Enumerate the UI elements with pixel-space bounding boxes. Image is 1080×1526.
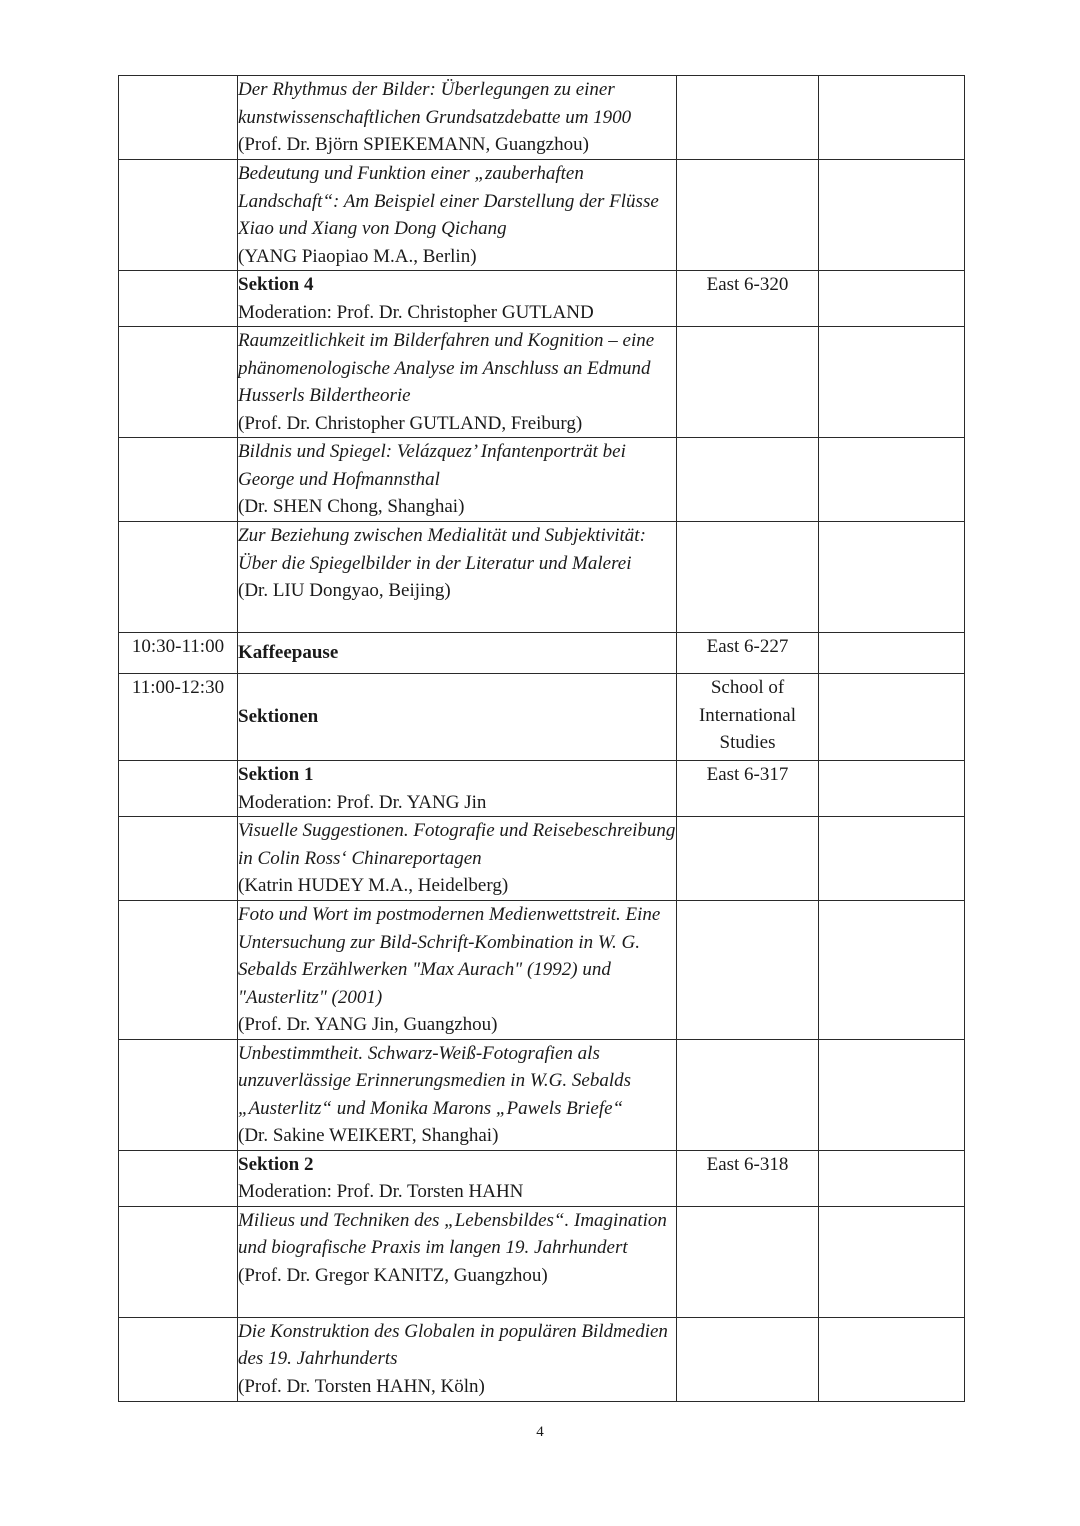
program-table xyxy=(118,75,965,1402)
talk-speaker: (Prof. Dr. YANG Jin, Guangzhou) xyxy=(238,1014,498,1035)
empty-cell xyxy=(819,160,965,271)
event-cell xyxy=(238,674,677,761)
time-cell xyxy=(119,1150,238,1206)
event-title: Kaffeepause xyxy=(238,642,339,664)
talk-cell xyxy=(238,76,677,160)
talk-cell xyxy=(238,817,677,901)
time-cell xyxy=(119,1039,238,1150)
room-cell: East 6-317 xyxy=(677,761,819,817)
talk-row xyxy=(119,76,965,160)
talk-row xyxy=(119,327,965,438)
section-row xyxy=(119,761,965,817)
empty-cell xyxy=(819,438,965,522)
section-row xyxy=(119,271,965,327)
empty-cell xyxy=(819,1039,965,1150)
empty-cell xyxy=(819,271,965,327)
empty-cell xyxy=(819,901,965,1040)
talk-cell xyxy=(238,327,677,438)
room-line: School of xyxy=(710,677,785,698)
talk-row xyxy=(119,1317,965,1401)
talk-row xyxy=(119,522,965,633)
room-cell xyxy=(677,901,819,1040)
talk-speaker: (Katrin HUDEY M.A., Heidelberg) xyxy=(238,875,509,896)
empty-cell xyxy=(819,327,965,438)
empty-cell xyxy=(819,817,965,901)
time-cell xyxy=(119,327,238,438)
section-cell xyxy=(238,761,677,817)
empty-cell xyxy=(819,1317,965,1401)
room-cell xyxy=(677,522,819,633)
break-row xyxy=(119,633,965,674)
section-cell xyxy=(238,1150,677,1206)
talk-speaker: (Dr. SHEN Chong, Shanghai) xyxy=(238,496,465,517)
section-moderation: Moderation: Prof. Dr. YANG Jin xyxy=(238,791,487,813)
talk-title: Foto und Wort im postmodernen Medienwettstreit. Eine Untersuchung zur Bild-Schrift-Kombination in W. G. Sebalds Erzählwerken "Max Aurach" (1992) und "Austerlitz" (2001) xyxy=(238,904,661,1008)
event-title: Sektionen xyxy=(238,706,319,728)
talk-cell xyxy=(238,1039,677,1150)
talk-row xyxy=(119,901,965,1040)
section-row xyxy=(119,1150,965,1206)
talk-cell xyxy=(238,901,677,1040)
time-cell xyxy=(119,1317,238,1401)
room-line: Studies xyxy=(719,732,776,753)
room-cell xyxy=(677,1317,819,1401)
talk-cell xyxy=(238,1206,677,1317)
empty-cell xyxy=(819,633,965,674)
time-cell: 10:30-11:00 xyxy=(119,633,238,674)
section-title: Sektion 4 xyxy=(238,274,314,295)
talk-speaker: (Dr. Sakine WEIKERT, Shanghai) xyxy=(238,1125,499,1146)
time-cell xyxy=(119,160,238,271)
talk-row xyxy=(119,817,965,901)
talk-cell xyxy=(238,1317,677,1401)
time-cell xyxy=(119,438,238,522)
talk-cell xyxy=(238,160,677,271)
talk-speaker: (Prof. Dr. Torsten HAHN, Köln) xyxy=(238,1375,485,1397)
room-cell xyxy=(677,817,819,901)
talk-title: Unbestimmtheit. Schwarz-Weiß-Fotografien als unzuverlässige Erinnerungsmedien in W.G. Sebalds „Austerlitz“ und Monika Marons „Pawels Briefe“ xyxy=(238,1042,631,1119)
event-cell xyxy=(238,633,677,674)
talk-title: Raumzeitlichkeit im Bilderfahren und Kognition – eine phänomenologische Analyse im Anschluss an Edmund Husserls Bildertheorie xyxy=(238,330,655,406)
time-cell: 11:00-12:30 xyxy=(119,674,238,761)
section-title: Sektion 1 xyxy=(238,764,314,785)
room-cell xyxy=(677,438,819,522)
talk-row xyxy=(119,1039,965,1150)
empty-cell xyxy=(819,674,965,761)
talk-title: Der Rhythmus der Bilder: Überlegungen zu einer kunstwissenschaftlichen Grundsatzdebatte um 1900 xyxy=(238,79,632,128)
talk-speaker: (Dr. LIU Dongyao, Beijing) xyxy=(238,580,451,601)
talk-title: Die Konstruktion des Globalen in populären Bildmedien des 19. Jahrhunderts xyxy=(238,1320,668,1369)
room-line: International xyxy=(698,704,797,726)
room-cell xyxy=(677,1039,819,1150)
room-cell: East 6-320 xyxy=(677,271,819,327)
room-cell xyxy=(677,674,819,761)
talk-title: Milieus und Techniken des „Lebensbildes“. Imagination und biografische Praxis im langen 19. Jahrhundert xyxy=(238,1209,667,1258)
talk-speaker: (YANG Piaopiao M.A., Berlin) xyxy=(238,245,477,267)
talk-row xyxy=(119,160,965,271)
empty-cell xyxy=(819,1206,965,1317)
talk-speaker: (Prof. Dr. Gregor KANITZ, Guangzhou) xyxy=(238,1264,548,1286)
time-cell xyxy=(119,817,238,901)
talk-title: Zur Beziehung zwischen Medialität und Subjektivität: Über die Spiegelbilder in der Literatur und Malerei xyxy=(238,525,646,574)
room-cell xyxy=(677,76,819,160)
section-title: Sektion 2 xyxy=(238,1153,314,1175)
time-cell xyxy=(119,761,238,817)
room-cell: East 6-318 xyxy=(677,1150,819,1206)
section-moderation: Moderation: Prof. Dr. Torsten HAHN xyxy=(238,1181,524,1202)
talk-row xyxy=(119,1206,965,1317)
empty-cell xyxy=(819,76,965,160)
time-cell xyxy=(119,76,238,160)
talk-cell xyxy=(238,522,677,633)
room-cell xyxy=(677,160,819,271)
time-cell xyxy=(119,901,238,1040)
time-cell xyxy=(119,522,238,633)
room-cell xyxy=(677,1206,819,1317)
talk-row xyxy=(119,438,965,522)
time-cell xyxy=(119,1206,238,1317)
empty-cell xyxy=(819,761,965,817)
event-row xyxy=(119,674,965,761)
section-cell xyxy=(238,271,677,327)
talk-title: Bildnis und Spiegel: Velázquez’ Infantenporträt bei George und Hofmannsthal xyxy=(238,441,626,490)
empty-cell xyxy=(819,1150,965,1206)
talk-title: Visuelle Suggestionen. Fotografie und Reisebeschreibung in Colin Ross‘ Chinareportagen xyxy=(238,820,676,869)
empty-cell xyxy=(819,522,965,633)
talk-speaker: (Prof. Dr. Björn SPIEKEMANN, Guangzhou) xyxy=(238,134,589,155)
time-cell xyxy=(119,271,238,327)
talk-cell xyxy=(238,438,677,522)
talk-title: Bedeutung und Funktion einer „zauberhaften Landschaft“: Am Beispiel einer Darstellung der Flüsse Xiao und Xiang von Dong Qichang xyxy=(238,163,659,239)
room-cell xyxy=(677,327,819,438)
section-moderation: Moderation: Prof. Dr. Christopher GUTLAND xyxy=(238,301,594,323)
page-number: 4 xyxy=(536,1424,544,1440)
talk-speaker: (Prof. Dr. Christopher GUTLAND, Freiburg) xyxy=(238,412,583,434)
room-cell: East 6-227 xyxy=(677,633,819,674)
